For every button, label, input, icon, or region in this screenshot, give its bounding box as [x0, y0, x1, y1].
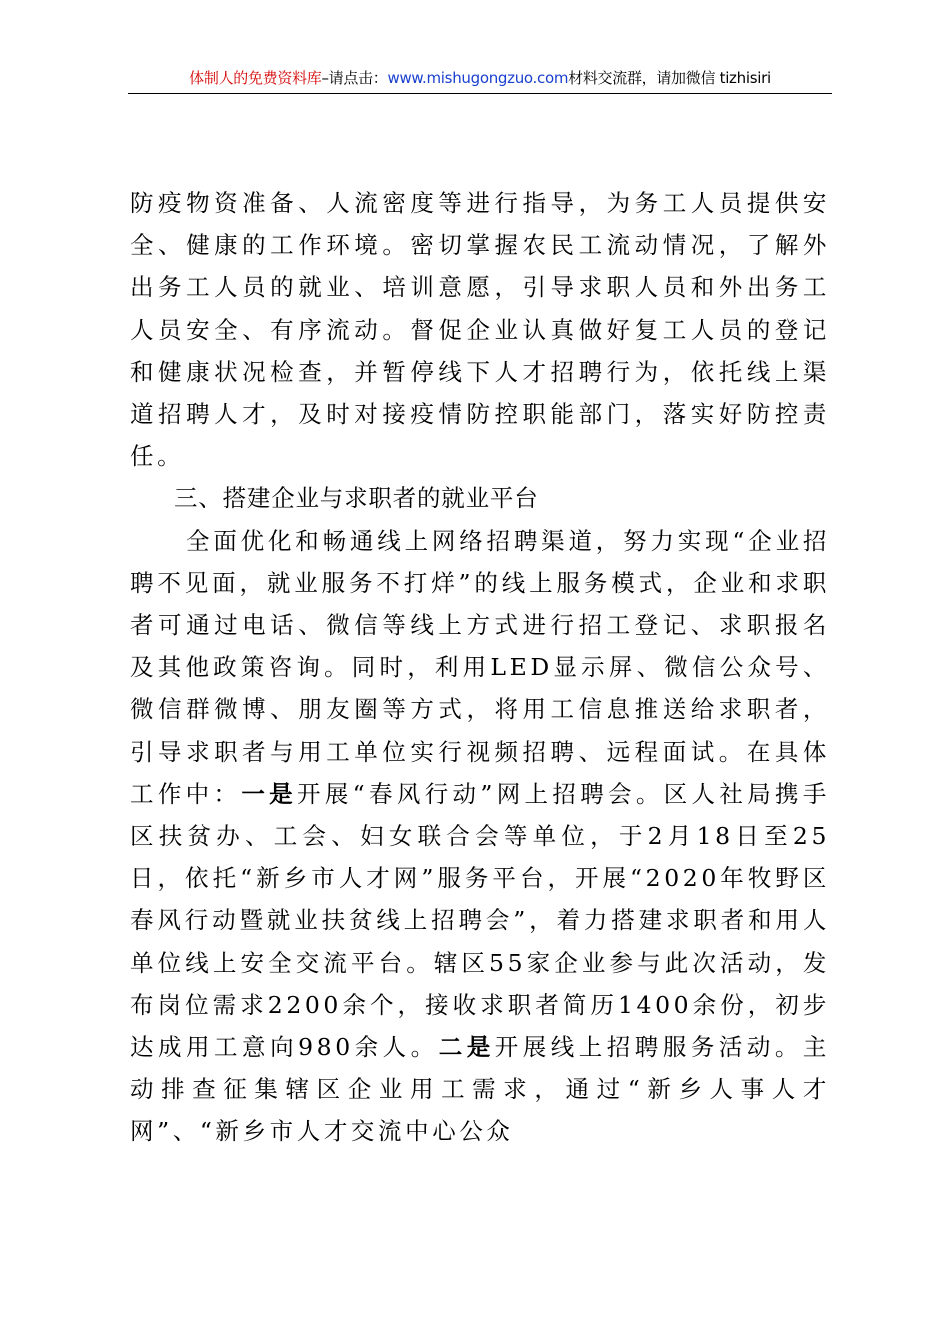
item-spring-breeze-job-fair: 开展“春风行动”网上招聘会。区人社局携手区扶贫办、工会、妇女联合会等单位，于2月18日至25日，依托“新乡市人才网”服务平台，开展“2020年牧野区春风行动暨就业扶贫线上招聘会”，着力搭建求职者和用人单位线上安全交流平台。辖区55家企业参与此次活动，发布岗位需求2200余个，接收求职者简历1400余份，初步达成用工意向980余人。 [130, 779, 830, 1062]
watermark-header [128, 66, 832, 90]
paragraph-employment-platform [130, 520, 830, 1153]
item-label-second: 二是 [438, 1033, 495, 1062]
header-prefix: –请点击： [321, 69, 388, 87]
section-heading: 三、搭建企业与求职者的就业平台 [174, 484, 539, 513]
paragraph-intro: 全面优化和畅通线上网络招聘渠道，努力实现“企业招聘不见面，就业服务不打烊”的线上服务模式，企业和求职者可通过电话、微信等线上方式进行招工登记、求职报名及其他政策咨询。同时，利用LED显示屏、微信公众号、微信群微博、朋友圈等方式，将用工信息推送给求职者，引导求职者与用工单位实行视频招聘、远程面试。在具体工作中： [130, 526, 830, 808]
item-label-first: 一是 [241, 779, 298, 808]
paragraph-prevention-guidance: 防疫物资准备、人流密度等进行指导，为务工人员提供安全、健康的工作环境。密切掌握农民工流动情况，了解外出务工人员的就业、培训意愿，引导求职人员和外出务工人员安全、有序流动。督促企业认真做好复工人员的登记和健康状况检查，并暂停线下人才招聘行为，依托线上渠道招聘人才，及时对接疫情防控职能部门，落实好防控责任。 [130, 189, 830, 471]
header-suffix: 材料交流群，请加微信 tizhisiri [568, 69, 771, 87]
header-brand: 体制人的免费资料库 [189, 69, 322, 87]
header-url-link[interactable]: www.mishugongzuo.com [387, 69, 569, 87]
header-divider [128, 93, 832, 94]
item-online-recruitment-services: 开展线上招聘服务活动。主动排查征集辖区企业用工需求，通过“新乡人事人才网”、“新乡市人才交流中心公众 [130, 1033, 830, 1146]
document-body [130, 182, 830, 1153]
